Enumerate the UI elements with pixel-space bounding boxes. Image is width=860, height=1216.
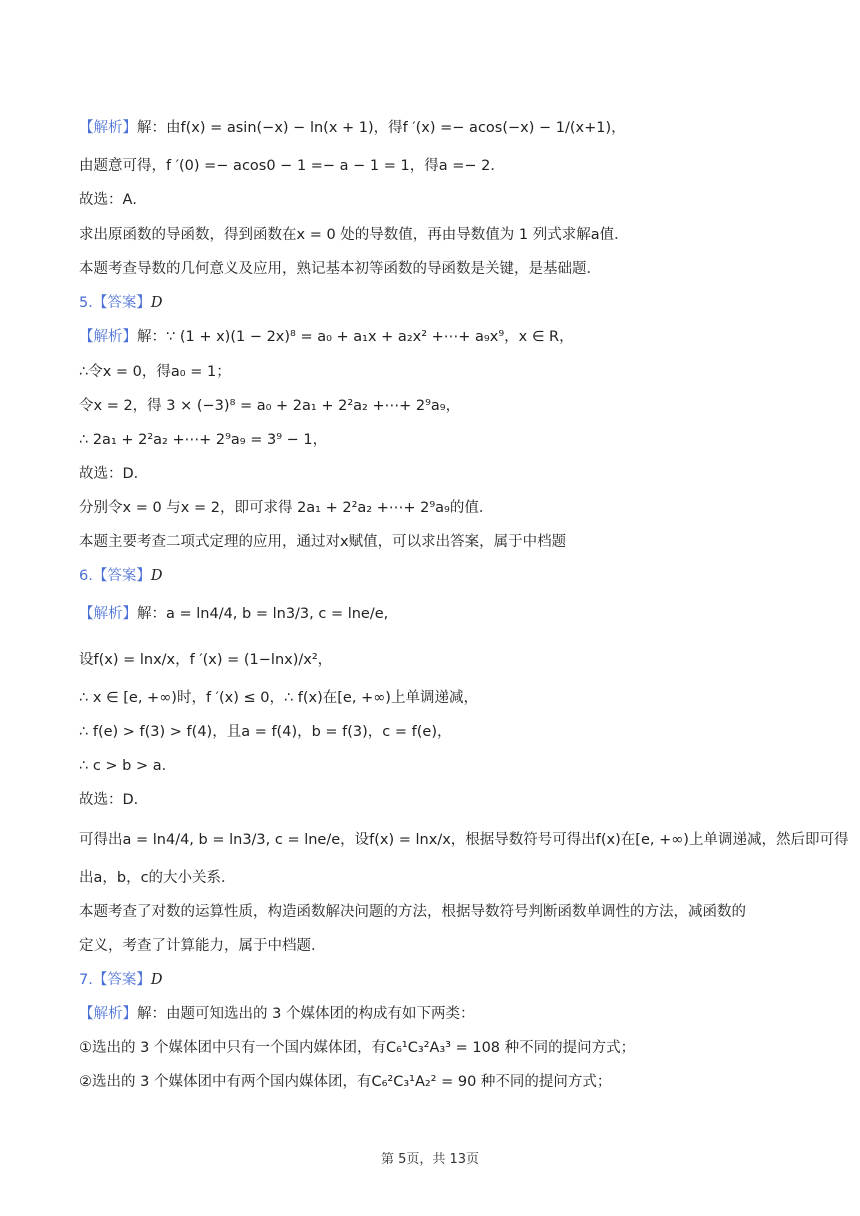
line-text: ∴ f(e) > f(3) > f(4)，且a = f(4)，b = f(3)，c = f(e)，	[79, 724, 452, 740]
section-tag: 5.【答案】	[79, 295, 151, 311]
line-text: ②选出的 3 个媒体团中有两个国内媒体团，有C₆²C₃¹A₂² = 90 种不同的提问方式；	[79, 1074, 612, 1090]
solution-line	[79, 688, 800, 708]
line-text: 求出原函数的导函数，得到函数在x = 0 处的导数值，再由导数值为 1 列式求解a值．	[79, 227, 629, 243]
solution-line	[79, 756, 800, 776]
solution-line	[79, 259, 800, 279]
line-text: 令x = 2，得 3 × (−3)⁸ = a₀ + 2a₁ + 2²a₂ +⋯+ 2⁹a₉，	[79, 398, 461, 414]
solution-line	[79, 498, 800, 518]
solution-line	[79, 650, 800, 670]
answer-value: D	[150, 295, 163, 311]
answer-value: D	[150, 568, 163, 584]
answer-line	[79, 970, 800, 990]
line-text: 分别令x = 0 与x = 2，即可求得 2a₁ + 2²a₂ +⋯+ 2⁹a₉的值．	[79, 500, 494, 516]
page-footer: 第 5页，共 13页	[380, 1152, 480, 1167]
line-text: 由题意可得，f ′(0) =− acos0 − 1 =− a − 1 = 1，得a =− 2．	[79, 158, 505, 174]
line-text: 设f(x) = lnx/x，f ′(x) = (1−lnx)/x²，	[79, 652, 333, 668]
line-text: 解：由f(x) = asin(−x) − ln(x + 1)，得f ′(x) =− acos(−x) − 1/(x+1)，	[137, 120, 626, 136]
solution-line	[79, 1038, 800, 1058]
section-tag: 【解析】	[79, 329, 137, 345]
solution-line	[79, 430, 800, 450]
line-text: 解：由题可知选出的 3 个媒体团的构成有如下两类：	[137, 1006, 475, 1022]
answer-line	[79, 566, 800, 586]
solution-line	[79, 902, 800, 922]
line-text: ∴ x ∈ [e, +∞)时，f ′(x) ≤ 0，∴ f(x)在[e, +∞)上单调递减，	[79, 690, 478, 706]
line-text: 解：∵ (1 + x)(1 − 2x)⁸ = a₀ + a₁x + a₂x² +⋯+ a₉x⁹，x ∈ R，	[137, 329, 574, 345]
solution-line	[79, 327, 800, 347]
line-text: 故选：A．	[79, 192, 147, 208]
solution-line	[79, 790, 800, 810]
solution-line	[79, 532, 800, 552]
line-text: 定义，考查了计算能力，属于中档题．	[79, 938, 326, 954]
line-text: ∴ 2a₁ + 2²a₂ +⋯+ 2⁹a₉ = 3⁹ − 1，	[79, 432, 328, 448]
section-tag: 【解析】	[79, 1006, 137, 1022]
solution-line	[79, 1004, 800, 1024]
line-text: 本题考查导数的几何意义及应用，熟记基本初等函数的导函数是关键，是基础题．	[79, 261, 601, 277]
line-text: 本题考查了对数的运算性质，构造函数解决问题的方法，根据导数符号判断函数单调性的方法，减函数的	[79, 904, 746, 920]
solution-line	[79, 722, 800, 742]
line-text: 解：a = ln4/4, b = ln3/3, c = lne/e,	[137, 606, 389, 622]
line-text: 本题主要考查二项式定理的应用，通过对x赋值，可以求出答案，属于中档题	[79, 534, 567, 550]
solution-line	[79, 118, 800, 138]
solution-line	[79, 362, 800, 382]
section-tag: 【解析】	[79, 120, 137, 136]
section-tag: 6.【答案】	[79, 568, 151, 584]
solution-line	[79, 604, 800, 624]
section-tag: 7.【答案】	[79, 972, 151, 988]
line-text: 出a，b，c的大小关系．	[79, 870, 236, 886]
answer-line	[79, 293, 800, 313]
solution-line	[79, 936, 800, 956]
line-text: 故选：D．	[79, 466, 149, 482]
line-text: 可得出a = ln4/4, b = ln3/3, c = lne/e，设f(x) = lnx/x，根据导数符号可得出f(x)在[e, +∞)上单调递减，然后即可得	[79, 832, 849, 848]
solution-line	[79, 868, 800, 888]
solution-line	[79, 396, 800, 416]
solution-line	[79, 156, 800, 176]
section-tag: 【解析】	[79, 606, 137, 622]
solution-line	[79, 464, 800, 484]
line-text: 故选：D．	[79, 792, 149, 808]
answer-value: D	[150, 972, 163, 988]
line-text: ①选出的 3 个媒体团中只有一个国内媒体团，有C₆¹C₃²A₃³ = 108 种不同的提问方式；	[79, 1040, 636, 1056]
solution-line	[79, 225, 800, 245]
line-text: ∴ c > b > a．	[79, 758, 177, 774]
solution-line	[79, 1072, 800, 1092]
solution-line	[79, 830, 849, 850]
solution-line	[79, 190, 800, 210]
line-text: ∴令x = 0，得a₀ = 1；	[79, 364, 231, 380]
